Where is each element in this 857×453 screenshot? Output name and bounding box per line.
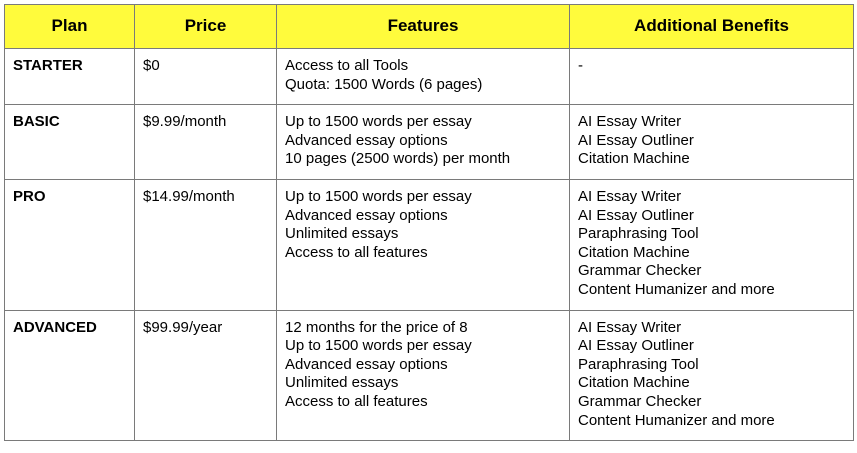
feature-item: Access to all Tools	[285, 57, 409, 74]
benefit-item: Citation Machine	[578, 150, 690, 168]
benefit-item: AI Essay Writer	[578, 318, 682, 336]
feature-item: Up to 1500 words per essay	[285, 337, 472, 355]
plan-features	[277, 310, 570, 441]
feature-item: 10 pages (2500 words) per month	[285, 150, 511, 168]
plan-name: STARTER	[5, 49, 135, 105]
table-row-pro	[5, 179, 854, 310]
benefit-item: Content Humanizer and more	[578, 411, 775, 429]
plan-benefits	[570, 179, 854, 310]
plan-name: BASIC	[5, 105, 135, 180]
plan-features	[277, 105, 570, 180]
benefit-item: Grammar Checker	[578, 262, 702, 280]
benefit-item: Content Humanizer and more	[578, 280, 775, 298]
feature-item: Advanced essay options	[285, 206, 448, 224]
feature-item: Advanced essay options	[285, 355, 448, 373]
benefit-item: Paraphrasing Tool	[578, 355, 699, 373]
table-row-starter	[5, 49, 854, 105]
feature-item: Quota: 1500 Words (6 pages)	[285, 75, 483, 93]
feature-item: Advanced essay options	[285, 131, 448, 149]
plan-name: PRO	[5, 179, 135, 310]
feature-item: 12 months for the price of 8	[285, 318, 468, 336]
plan-price: $99.99/year	[135, 310, 277, 441]
table-row-basic	[5, 105, 854, 180]
benefit-item: AI Essay Outliner	[578, 337, 694, 355]
table-row-advanced	[5, 310, 854, 441]
feature-item: Up to 1500 words per essay	[285, 113, 472, 131]
feature-item: Up to 1500 words per essay	[285, 187, 472, 205]
plan-price: $0	[135, 49, 277, 105]
benefit-item: Citation Machine	[578, 374, 690, 392]
plan-benefits	[570, 105, 854, 180]
header-features: Features	[277, 5, 570, 49]
feature-item: Unlimited essays	[285, 225, 399, 243]
plan-features	[277, 49, 570, 105]
plan-price: $9.99/month	[135, 105, 277, 180]
table-header-row	[5, 5, 854, 49]
benefit-item: Grammar Checker	[578, 392, 702, 410]
feature-item: Access to all features	[285, 392, 428, 410]
feature-item: Unlimited essays	[285, 374, 399, 392]
header-additional-benefits: Additional Benefits	[570, 5, 854, 49]
pricing-table	[4, 4, 854, 441]
benefit-item: AI Essay Outliner	[578, 131, 694, 149]
benefit-item: Citation Machine	[578, 243, 690, 261]
benefit-item: Paraphrasing Tool	[578, 225, 699, 243]
header-price: Price	[135, 5, 277, 49]
plan-benefits	[570, 310, 854, 441]
header-plan: Plan	[5, 5, 135, 49]
benefit-item: AI Essay Writer	[578, 113, 682, 131]
benefit-item: AI Essay Outliner	[578, 206, 694, 224]
plan-benefits	[570, 49, 854, 105]
benefit-item: -	[578, 57, 583, 74]
plan-features	[277, 179, 570, 310]
feature-item: Access to all features	[285, 243, 428, 261]
plan-name: ADVANCED	[5, 310, 135, 441]
benefit-item: AI Essay Writer	[578, 187, 682, 205]
plan-price: $14.99/month	[135, 179, 277, 310]
